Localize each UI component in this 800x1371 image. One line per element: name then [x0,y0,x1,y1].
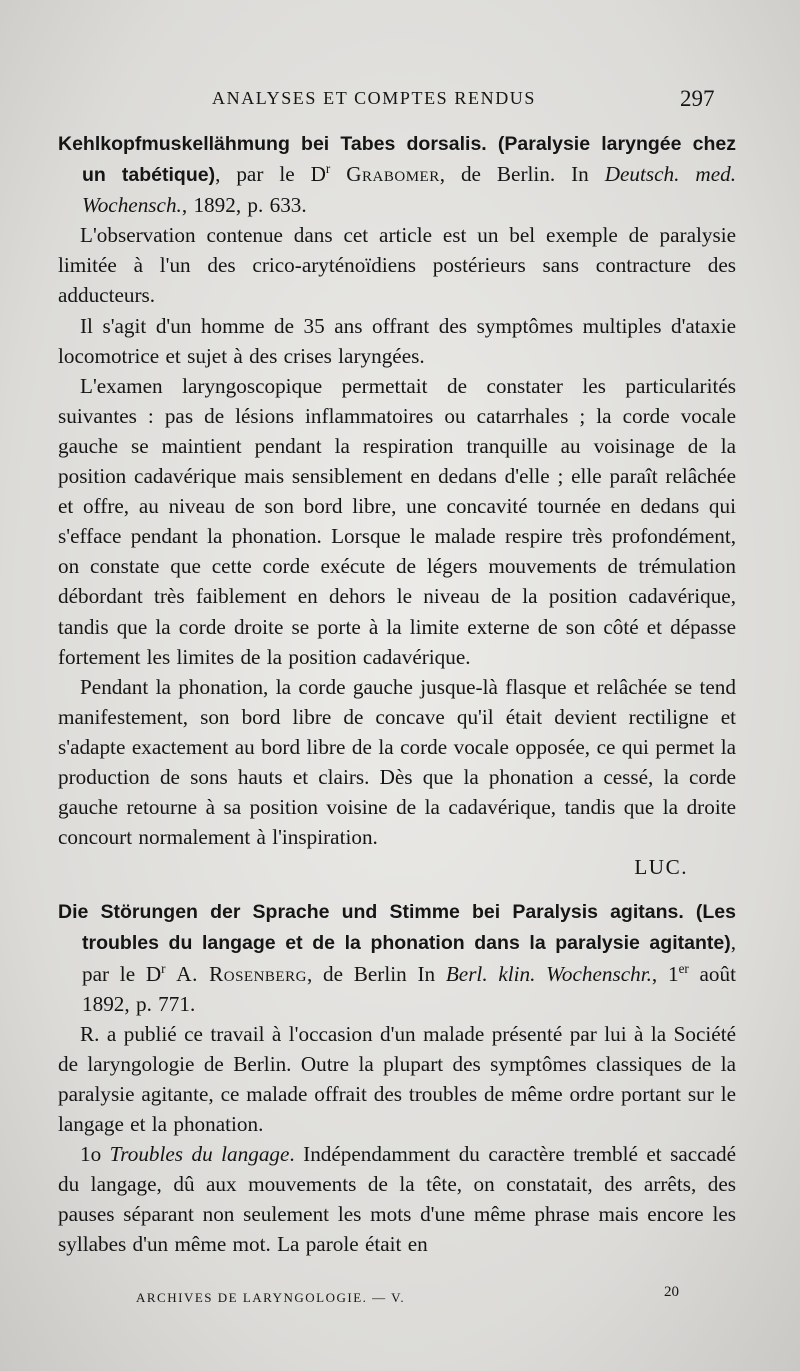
article-1-paragraph-3: L'examen laryngoscopique permettait de constater les particularités suivantes : pas de lésions inflammatoires ou catarrhales ; la corde vocale gauche se maintient pendant la respiration tranquille au voisinage de la position cadavérique mais sensiblement en dedans d'elle ; elle paraît relâchée et offre, au niveau de son bord libre, une concavité tournée en dedans qui s'efface pendant la phonation. Lorsque le malade respire très profondément, on constate que cette corde exécute de légers mouvements de trémulation débordant très faiblement en dehors le niveau de la position cadavérique, tandis que la corde droite se porte à la limite externe de son côté et dépasse fortement les limites de la position cadavérique. [58,373,736,669]
article-1-heading [58,128,736,220]
article-2-heading [58,896,736,1018]
article-2-byline-mid: , de Berlin In [306,961,446,986]
article-1-byline-sup: r [325,161,331,177]
article-2-journal: Berl. klin. Wochenschr. [445,961,652,986]
footer-journal: ARCHIVES DE LARYNGOLOGIE. — V. [136,1290,406,1305]
article-1-byline-mid: , de Berlin. In [439,162,605,187]
article-2-date-sup: er [678,960,689,976]
article-2-section-title: Troubles du langage [109,1142,290,1167]
article-1-title: Kehlkopfmuskellähmung bei Tabes dorsalis. (Paralysie laryngée chez un tabétique) [58,133,736,187]
article-2-byline-sup: r [161,960,166,976]
article-2-author: A. Rosenberg [176,961,307,986]
article-2-paragraph-2-text: . Indépendamment du caractère tremblé et saccadé du langage, dû aux mouvements de la tête, on constatait, des arrêts, des pauses séparant non seulement les mots d'une même phrase mais encore les syllabes d'un même mot. La parole était en [58,1142,736,1257]
article-1-paragraph-1: L'observation contenue dans cet article est un bel exemple de paralysie limitée à l'un des crico-aryténoïdiens postérieurs sans contracture des adducteurs. [58,223,736,308]
article-2-paragraph-2 [58,1139,736,1259]
article-1-paragraph-2: Il s'agit d'un homme de 35 ans offrant des symptômes multiples d'ataxie locomotrice et sujet à des crises laryngées. [58,313,736,368]
article-2-byline-pre: , par le D [82,930,736,986]
article-1-paragraph-4: Pendant la phonation, la corde gauche jusque-là flasque et relâchée se tend manifestement, son bord libre de concave qu'il était devient rectiligne et s'adapte exactement au bord libre de la corde vocale opposée, ce qui permet la production de sons hauts et clairs. Dès que la phonation a cessé, la corde gauche retourne à sa position voisine de la cadavérique, tandis que la droite concourt normalement à l'inspiration. [58,674,736,850]
running-head [0,88,800,112]
article-2-date-pre: , 1 [651,961,679,986]
article-separator [58,882,736,896]
article-2-citation: août 1892, p. 771. [82,961,736,1016]
article-2-paragraph-1: R. a publié ce travail à l'occasion d'un malade présenté par lui à la Société de laryngologie de Berlin. Outre la plupart des symptômes classiques de la paralysie agitante, ce malade offrait des troubles de même ordre portant sur le langage et la phonation. [58,1021,736,1136]
article-1-signature: LUC. [634,855,688,880]
page-footer [0,1284,800,1304]
article-1-journal: Deutsch. med. Wochensch. [82,162,736,218]
running-title: ANALYSES ET COMPTES RENDUS [212,88,537,108]
footer-signature-number: 20 [664,1284,679,1300]
page-body [58,128,736,1259]
article-1-author: Grabomer [346,162,440,187]
article-1-citation: , 1892, p. 633. [181,193,307,218]
article-2-title: Die Störungen der Sprache und Stimme bei Paralysis agitans. (Les troubles du langage et de la phonation dans la paralysie agitante) [58,901,736,955]
article-1-byline-pre: , par le D [215,162,326,187]
article-2-section-number: 1o [80,1142,110,1167]
page-number: 297 [680,86,715,111]
